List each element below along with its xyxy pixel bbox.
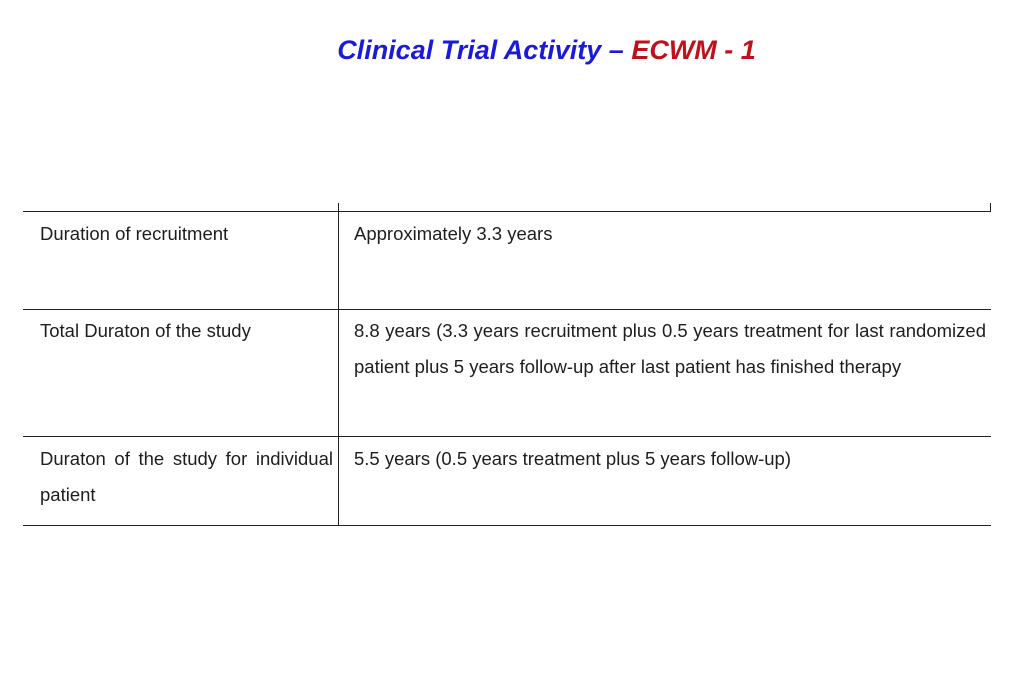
- row-value: Approximately 3.3 years: [338, 212, 991, 309]
- row-label: Duration of recruitment: [40, 223, 229, 244]
- table-row: [23, 309, 991, 437]
- table-top-right-edge: [990, 203, 991, 211]
- title-main-text: Clinical Trial Activity –: [337, 35, 632, 65]
- title-accent-text: ECWM - 1: [631, 35, 756, 65]
- table-row: [23, 211, 991, 310]
- table-top-divider: [338, 203, 339, 211]
- table-row: [23, 437, 991, 526]
- row-value: 5.5 years (0.5 years treatment plus 5 years follow-up): [338, 437, 991, 525]
- row-value: 8.8 years (3.3 years recruitment plus 0.5 years treatment for last randomized patient plus 5 years follow-up after last patient has finished therapy: [338, 309, 991, 436]
- page-title: [0, 32, 1023, 68]
- row-label: Total Duraton of the study: [40, 320, 251, 341]
- trial-info-table: [23, 203, 991, 526]
- row-label: Duraton of the study for individual patient: [40, 448, 333, 505]
